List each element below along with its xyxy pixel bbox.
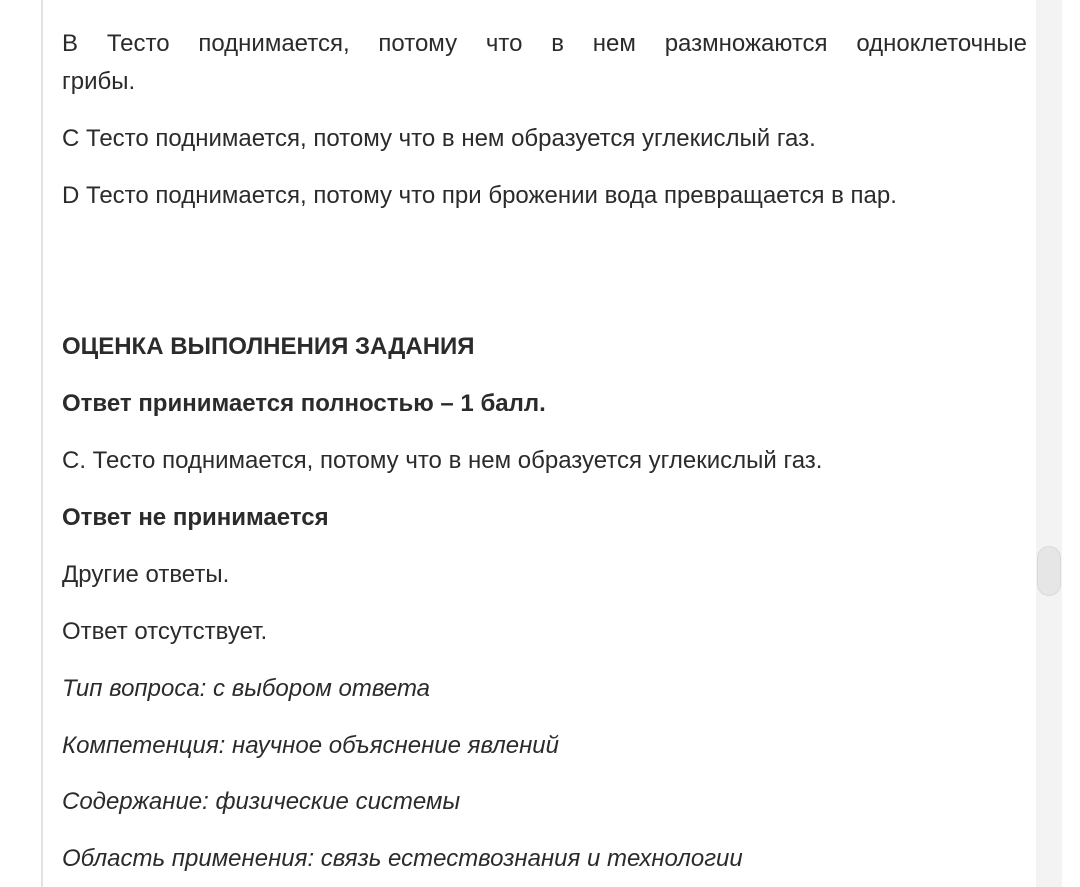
no-credit-other-answers: Другие ответы. — [62, 561, 230, 588]
answer-option-d: D Тесто поднимается, потому что при брожении вода превращается в пар. — [62, 182, 897, 209]
application-area: Область применения: связь естествознания и технологии — [62, 845, 743, 872]
competency: Компетенция: научное объяснение явлений — [62, 732, 559, 759]
answer-option-c: C Тесто поднимается, потому что в нем образуется углекислый газ. — [62, 125, 816, 152]
word: B — [62, 30, 79, 57]
word: Тесто — [106, 30, 170, 57]
question-type: Тип вопроса: с выбором ответа — [62, 675, 431, 702]
word: нем — [592, 30, 636, 57]
word: что — [485, 30, 523, 57]
answer-option-b — [62, 25, 1027, 101]
answer-option-b-line-1 — [62, 25, 1027, 63]
word: одноклеточные — [856, 30, 1027, 57]
full-credit-label: Ответ принимается полностью – 1 балл. — [62, 390, 546, 417]
no-credit-label: Ответ не принимается — [62, 504, 329, 531]
clipped-previous-line — [62, 0, 92, 2]
word: в — [551, 30, 564, 57]
word: поднимается, — [198, 30, 350, 57]
assessment-heading: ОЦЕНКА ВЫПОЛНЕНИЯ ЗАДАНИЯ — [62, 333, 475, 360]
vertical-scrollbar-track[interactable] — [1036, 0, 1062, 887]
word: размножаются — [664, 30, 828, 57]
vertical-scrollbar-thumb[interactable] — [1037, 546, 1061, 596]
word: потому — [378, 30, 458, 57]
content-area: Содержание: физические системы — [62, 788, 461, 815]
answer-option-b-line-2: грибы. — [62, 68, 136, 95]
full-credit-answer: C. Тесто поднимается, потому что в нем образуется углекислый газ. — [62, 447, 823, 474]
window-right-margin — [1062, 0, 1080, 887]
no-credit-missing-answer: Ответ отсутствует. — [62, 618, 268, 645]
